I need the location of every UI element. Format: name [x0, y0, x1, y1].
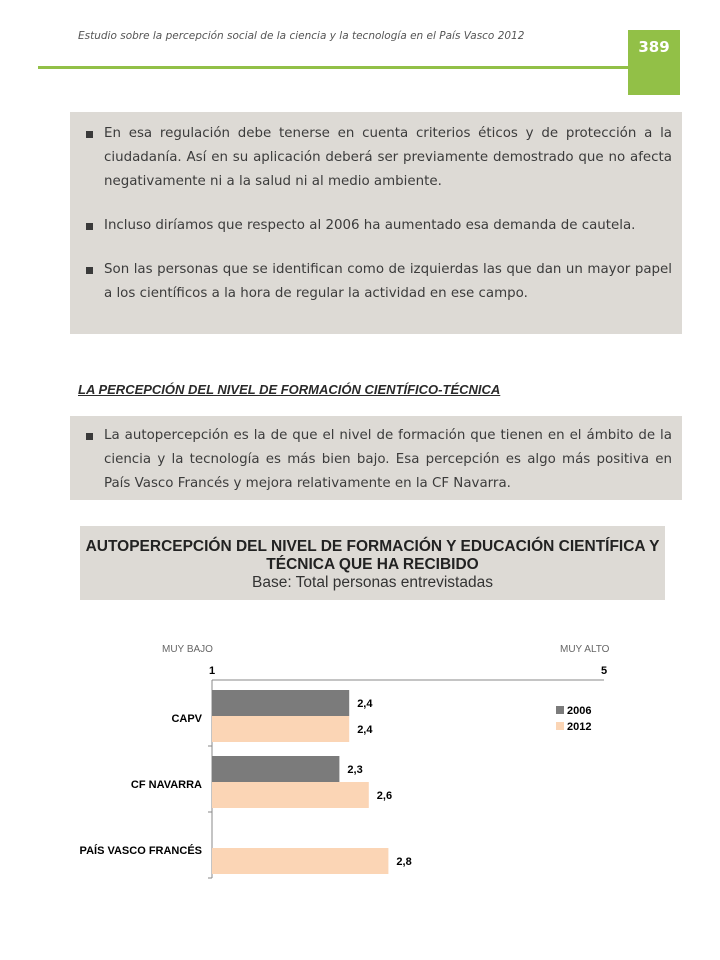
list-item	[70, 214, 672, 238]
category-label: CF NAVARRA	[130, 779, 202, 791]
list-item	[70, 122, 672, 194]
data-label: 2,3	[347, 764, 363, 776]
bar	[212, 782, 369, 808]
legend-label: 2006	[567, 705, 592, 717]
bullet-text: Incluso diríamos que respecto al 2006 ha aumentado esa demanda de cautela.	[104, 218, 636, 233]
section2-box	[70, 416, 682, 500]
scale-high-label: MUY ALTO	[560, 644, 610, 655]
x-tick-label: 1	[209, 665, 216, 677]
data-label: 2,6	[376, 790, 393, 802]
page-number: 389	[638, 38, 670, 56]
chart-subtitle: Base: Total personas entrevistadas	[252, 574, 493, 591]
x-tick-label: 5	[601, 665, 608, 677]
section1-box	[70, 112, 682, 334]
page-number-box	[628, 30, 680, 95]
bar	[212, 716, 349, 742]
bullet-text: Son las personas que se identifican como de izquierdas las que dan un mayor papel a los científicos a la hora de regular la actividad en ese campo.	[104, 262, 672, 301]
header-rule	[38, 66, 630, 69]
bar	[212, 690, 349, 716]
legend-label: 2012	[567, 721, 592, 733]
chart-title: AUTOPERCEPCIÓN DEL NIVEL DE FORMACIÓN Y EDUCACIÓN CIENTÍFICA Y TÉCNICA QUE HA RECIBIDO	[85, 538, 660, 573]
bar	[212, 756, 339, 782]
bar	[212, 848, 388, 874]
chart-title-box	[80, 526, 665, 600]
bar-chart	[0, 620, 720, 900]
list-item	[70, 258, 672, 306]
category-label: CAPV	[171, 713, 202, 725]
category-label: PAÍS VASCO FRANCÉS	[79, 845, 202, 857]
scale-low-label: MUY BAJO	[162, 644, 213, 655]
data-label: 2,4	[357, 724, 373, 736]
list-item	[70, 424, 672, 496]
bullet-square-icon	[86, 267, 93, 274]
bullet-square-icon	[86, 131, 93, 138]
bullet-text: La autopercepción es la de que el nivel de formación que tienen en el ámbito de la ciencia y la tecnología es más bien bajo. Esa percepción es algo más positiva en País Vasco Francés y mejora relativamente en la CF Navarra.	[104, 428, 672, 491]
section-heading: LA PERCEPCIÓN DEL NIVEL DE FORMACIÓN CIENTÍFICO-TÉCNICA	[78, 382, 501, 397]
bullet-square-icon	[86, 433, 93, 440]
data-label: 2,8	[396, 856, 412, 868]
legend-swatch	[556, 706, 564, 714]
header-title: Estudio sobre la percepción social de la ciencia y la tecnología en el País Vasco 2012	[78, 30, 525, 42]
section1-bullets	[70, 112, 682, 306]
bullet-square-icon	[86, 223, 93, 230]
section2-bullets	[70, 416, 682, 496]
legend-swatch	[556, 722, 564, 730]
data-label: 2,4	[357, 698, 373, 710]
bullet-text: En esa regulación debe tenerse en cuenta criterios éticos y de protección a la ciudadanía. Así en su aplicación deberá ser previamente demostrado que no afecta negativamente ni a la salud ni al medio ambiente.	[104, 126, 672, 189]
